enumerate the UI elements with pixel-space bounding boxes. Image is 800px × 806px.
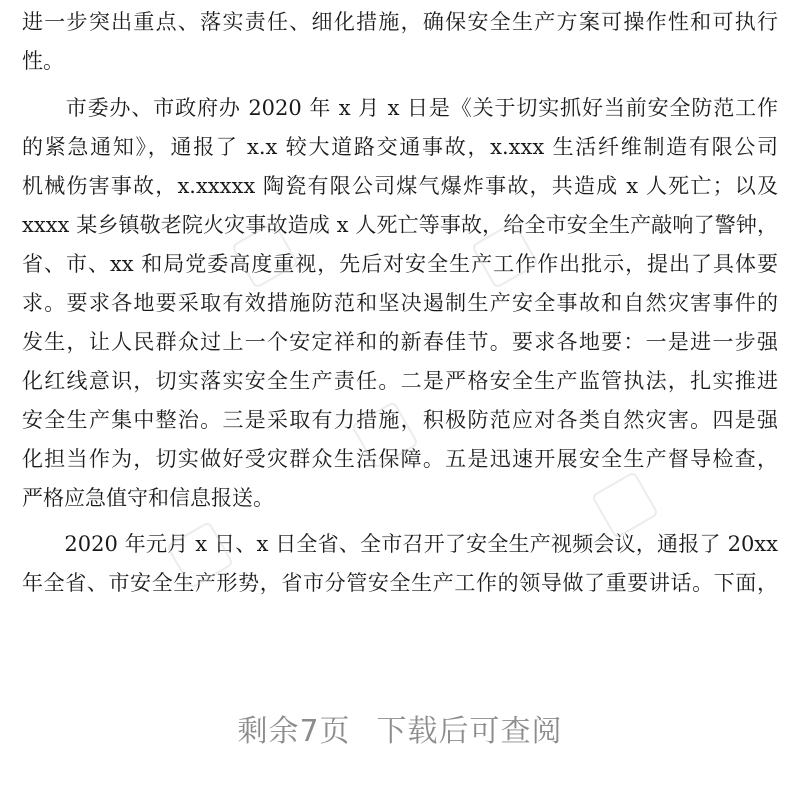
text-line: xxxx 某乡镇敬老院火灾事故造成 x 人死亡等事故，给全市安全生产敲响了警钟，	[22, 213, 778, 237]
text-line: 化红线意识，切实落实安全生产责任。二是严格安全生产监管执法，扎实推进	[22, 369, 778, 393]
download-prompt[interactable]	[0, 706, 800, 750]
text-line: 省、市、xx 和局党委高度重视，先后对安全生产工作作出批示，提出了具体要	[22, 252, 778, 276]
download-to-view-label[interactable]: 下载后可查阅	[376, 714, 563, 749]
text-line: 2020 年元月 x 日、x 日全省、全市召开了安全生产视频会议，通报了 20xx	[22, 532, 778, 556]
text-line: 的紧急通知》，通报了 x.x 较大道路交通事故，x.xxx 生活纤维制造有限公司	[22, 135, 778, 159]
text-line: 化担当作为，切实做好受灾群众生活保障。五是迅速开展安全生产督导检查，	[22, 447, 778, 471]
remaining-pages-label: 剩余7页	[237, 714, 351, 749]
text-line: 性。	[22, 49, 64, 73]
text-line: 发生，让人民群众过上一个安定祥和的新春佳节。要求各地要：一是进一步强	[22, 330, 778, 354]
text-line: 求。要求各地要采取有效措施防范和坚决遏制生产安全事故和自然灾害事件的	[22, 291, 778, 315]
text-line: 市委办、市政府办 2020 年 x 月 x 日是《关于切实抓好当前安全防范工作	[22, 96, 778, 120]
text-line: 进一步突出重点、落实责任、细化措施，确保安全生产方案可操作性和可执行	[22, 10, 778, 34]
text-line: 机械伤害事故，x.xxxxx 陶瓷有限公司煤气爆炸事故，共造成 x 人死亡；以及	[22, 174, 778, 198]
text-line: 安全生产集中整治。三是采取有力措施，积极防范应对各类自然灾害。四是强	[22, 408, 778, 432]
text-line: 严格应急值守和信息报送。	[22, 486, 274, 510]
text-line: 年全省、市安全生产形势，省市分管安全生产工作的领导做了重要讲话。下面，	[22, 571, 778, 595]
